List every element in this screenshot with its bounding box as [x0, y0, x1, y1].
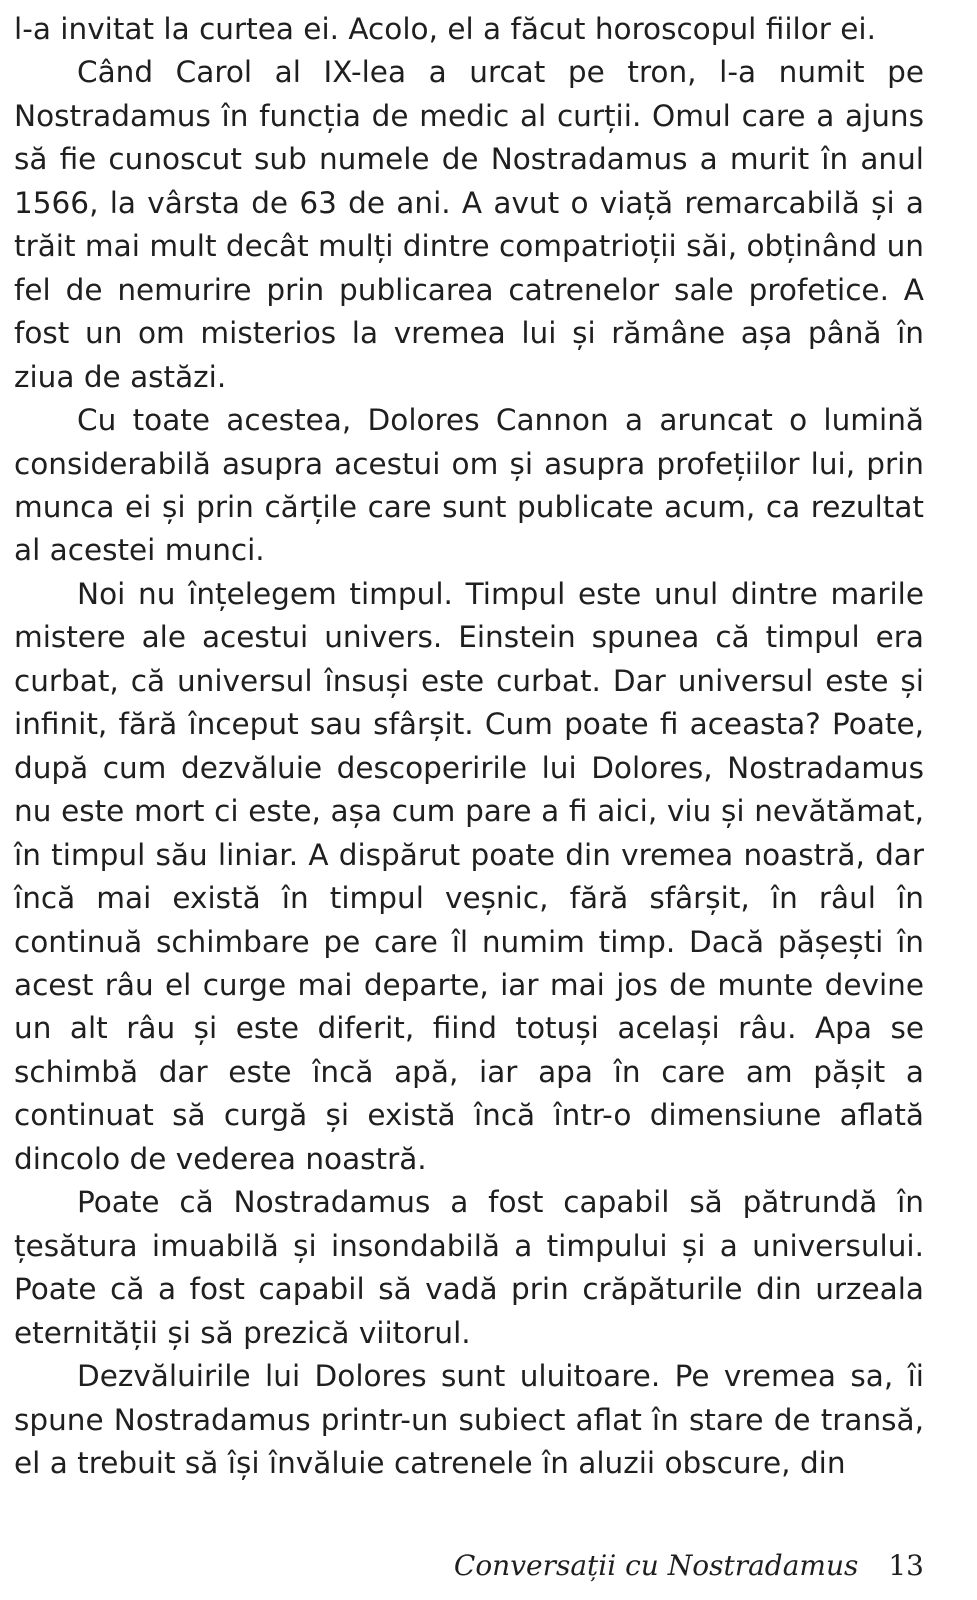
- paragraph-1: l-a invitat la curtea ei. Acolo, el a făcut horoscopul fiilor ei.: [14, 12, 876, 46]
- running-title: Conversații cu Nostradamus: [453, 1549, 859, 1582]
- paragraph-3: Cu toate acestea, Dolores Cannon a aruncat o lumină considerabilă asupra acestui om și asupra profețiilor lui, prin munca ei și prin cărțile care sunt publicate acum, ca rezultat al acestei munci.: [14, 403, 924, 568]
- page-number: 13: [888, 1549, 924, 1582]
- paragraph-5: Poate că Nostradamus a fost capabil să pătrundă în țesătura imuabilă și insondabilă a timpului și a universului. Poate că a fost capabil să vadă prin crăpăturile din urzeala eternității și să prezică viitorul.: [14, 1185, 924, 1350]
- page-body: [14, 8, 924, 1485]
- paragraph-4: Noi nu înțelegem timpul. Timpul este unul dintre marile mistere ale acestui univers. Einstein spunea că timpul era curbat, că universul însuși este curbat. Dar universul este și infinit, fără început sau sfârșit. Cum poate fi aceasta? Poate, după cum dezvăluie descoperirile lui Dolores, Nostradamus nu este mort ci este, așa cum pare a fi aici, viu și nevătămat, în timpul său liniar. A dispărut poate din vremea noastră, dar încă mai există în timpul veșnic, fără sfârșit, în râul în continuă schimbare pe care îl numim timp. Dacă pășești în acest râu el curge mai departe, iar mai jos de munte devine un alt râu și este diferit, fiind totuși același râu. Apa se schimbă dar este încă apă, iar apa în care am pășit a continuat să curgă și există încă într-o dimensiune aflată dincolo de vederea noastră.: [14, 576, 924, 1176]
- page-footer: [0, 1548, 924, 1584]
- paragraph-2: Când Carol al IX-lea a urcat pe tron, l-a numit pe Nostradamus în funcția de medic al curții. Omul care a ajuns să fie cunoscut sub numele de Nostradamus a murit în anul 1566, la vârsta de 63 de ani. A avut o viață remarcabilă și a trăit mai mult decât mulți dintre compatrioții săi, obținând un fel de nemurire prin publicarea catrenelor sale profetice. A fost un om misterios la vremea lui și rămâne așa până în ziua de astăzi.: [14, 55, 924, 394]
- paragraph-6: Dezvăluirile lui Dolores sunt uluitoare. Pe vremea sa, îi spune Nostradamus printr-un subiect aflat în stare de transă, el a trebuit să își învăluie catrenele în aluzii obscure, din: [14, 1359, 924, 1480]
